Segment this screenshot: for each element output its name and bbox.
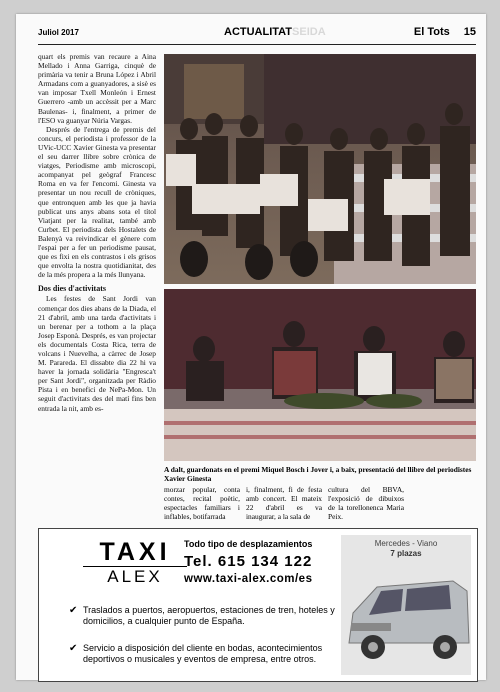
taxi-advertisement [38, 528, 478, 682]
photo-caption: A dalt, guardonats en el premi Miquel Bosch i Jover i, a baix, presentació del llibre del periodistes Xavier Ginesta [164, 465, 472, 483]
article-column-bottom-1: morzar popular, conta contes, recital poètic, espectacles familiars i inflables, botifarrada [164, 485, 240, 522]
check-icon: ✔ [69, 605, 78, 616]
ad-bullet-transfers [69, 605, 341, 627]
award-winners-image [164, 54, 476, 284]
ad-bullet-text: Servicio a disposición del cliente en bodas, acontecimientos deportivos o musicales y eventos de empresa, entre otros. [83, 643, 323, 664]
logo-taxi-text: TAXI [99, 538, 171, 566]
book-presentation-image [164, 289, 476, 461]
issue-date: Juliol 2017 [38, 28, 79, 37]
ad-website: www.taxi-alex.com/es [184, 573, 313, 585]
photo-award-winners [164, 54, 476, 284]
ad-bullet-text: Traslados a puertos, aeropuertos, estaciones de tren, hoteles y domicilios, a cualquier punto de España. [83, 605, 335, 626]
article-column-bottom-2: i, finalment, fi de festa amb concert. El mateix 22 d'abril es va inaugurar, a la sala de [246, 485, 322, 522]
ad-phone: Tel. 615 134 122 [184, 553, 313, 570]
ad-tagline: Todo tipo de desplazamientos [184, 539, 313, 549]
logo-alex-text: ALEX [83, 566, 187, 587]
ad-bullet-services [69, 643, 341, 665]
article-column-bottom-3: cultura del BBVA, l'exposició de dibuixos de la torellonenca Maria Peix. [328, 485, 404, 522]
article-paragraph: quart els premis van recaure a Aina Mellado i Anna Garriga, cinquè de primària va tenir a Bruna López i Abril Armadans com a guanyadores, a sisè es van imposar Txell Monleón i Ernest Guerrero -amb un accèssit per a Marc Baulenas- i, finalment, a primer de l'ESO va guanyar Núria Vargas. [38, 52, 156, 125]
section-ghost-text: SEIDA [292, 26, 326, 38]
article-subheading: Dos dies d'activitats [38, 284, 106, 294]
check-icon: ✔ [69, 643, 78, 654]
magazine-page [16, 14, 486, 680]
article-paragraph: Les festes de Sant Jordi van començar dos dies abans de la Diada, el 21 d'abril, amb una tarda d'activitats i un berenar per a tothom a la plaça Josep Esponà. Després, es van projectar els documentals Costa Rica, terra de volcans i Nuevelha, a càrrec de Josep M. Parareda. El dissabte dia 22 hi va haver la jornada solidària "Engresca't per Sant Jordi", organitzada per Ràdio Pista i en benefici de NePa-Mon. Un seguit d'activitats des del matí fins ben entrada la nit, amb es- [38, 294, 157, 413]
taxi-alex-logo [83, 539, 187, 587]
van-seats: 7 plazas [390, 549, 422, 558]
van-model: Mercedes - Viano [374, 539, 438, 548]
header-rule [38, 44, 476, 45]
article-column-1 [38, 52, 156, 413]
van-photo [341, 535, 471, 675]
page-number: 15 [463, 26, 476, 38]
article-paragraph: Després de l'entrega de premis del concurs, el periodista i professor de la UVic-UCC Xavier Ginesta va presentar el seu darrer llibre sobre crònica de viatges, Periodisme amb microscopi, acompanyat pel geògraf Francesc Roma en va fer l'encomi. Ginesta va presentar un nou recull de cròniques, que entronquen amb les que ja havia publicat uns anys abans sota el títol Viatjant per la realitat, també amb Curbet. El periodista dels Hostalets de Balenyà va reivindicar el gènere com l'espai per a fer un periodisme pausat, que es fixi en els contrastos i els grisos que envolta la nostra quotidianitat, des de la més propera a la més llunyana. [38, 124, 156, 280]
page-header [38, 26, 476, 42]
publication-name: El Tots 15 [413, 26, 476, 38]
section-title: ACTUALITATSEIDA [224, 26, 326, 38]
photo-book-presentation [164, 289, 476, 461]
